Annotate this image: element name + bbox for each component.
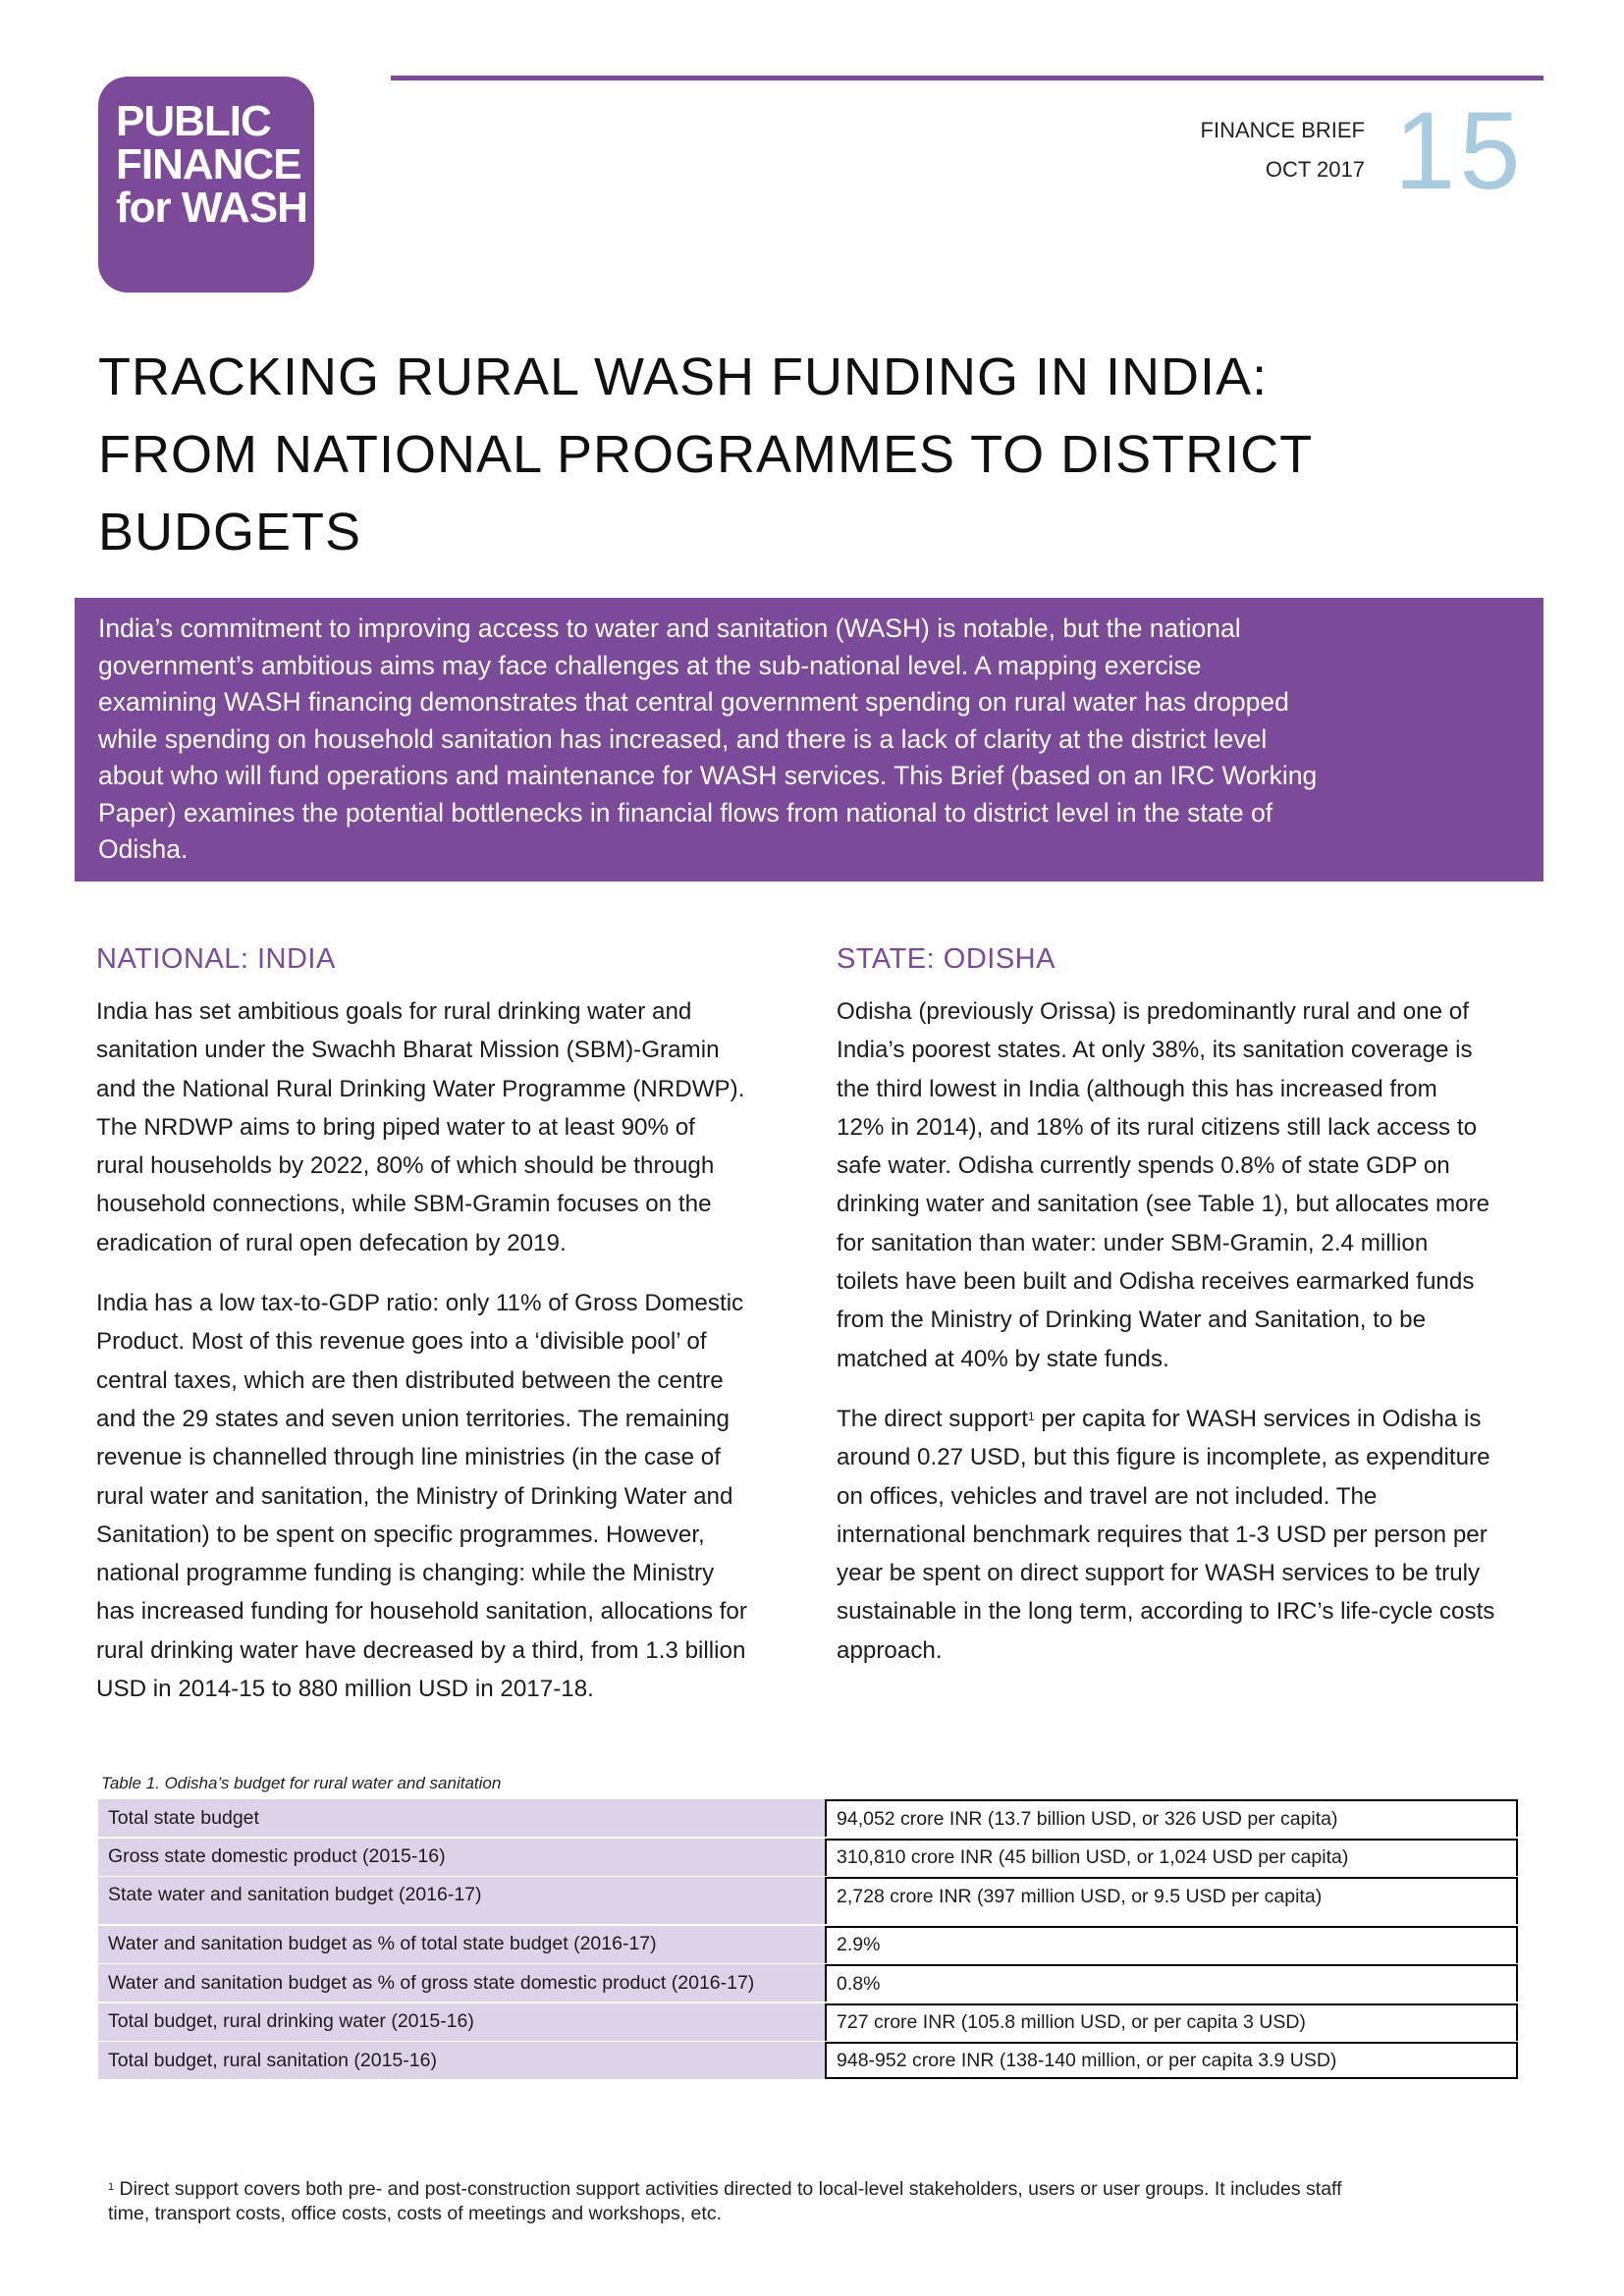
national-section — [96, 942, 803, 1708]
row-label: Gross state domestic product (2015-16) — [98, 1839, 825, 1876]
table-row — [98, 1964, 1518, 2002]
row-value: 727 crore INR (105.8 million USD, or per capita 3 USD) — [825, 2003, 1518, 2041]
brief-series: FINANCE BRIEF — [1200, 118, 1365, 142]
text-line: India’s poorest states. At only 38%, its sanitation coverage is — [837, 1037, 1473, 1064]
text-line: Product. Most of this revenue goes into a ‘divisible pool’ of — [96, 1328, 707, 1356]
public-finance-for-wash-logo — [98, 77, 314, 293]
row-value: 94,052 crore INR (13.7 billion USD, or 326 USD per capita) — [825, 1799, 1518, 1837]
footnote-line: time, transport costs, office costs, costs of meetings and workshops, etc. — [108, 2203, 722, 2224]
state-paragraph-1 — [837, 992, 1543, 1378]
budget-table — [98, 1799, 1518, 2081]
row-value: 2.9% — [825, 1926, 1518, 1963]
row-label: State water and sanitation budget (2016-17) — [98, 1877, 825, 1924]
text-line: approach. — [837, 1636, 943, 1664]
text-line: on offices, vehicles and travel are not included. The — [837, 1482, 1378, 1510]
title-line: BUDGETS — [98, 503, 362, 561]
title-line: TRACKING RURAL WASH FUNDING IN INDIA: — [98, 347, 1269, 406]
text-line: and the National Rural Drinking Water Programme (NRDWP). — [96, 1075, 745, 1102]
table-row — [98, 2003, 1518, 2041]
text-line: rural water and sanitation, the Ministry of Drinking Water and — [96, 1482, 733, 1510]
intro-line: examining WASH financing demonstrates that central government spending on rural water has dropped — [98, 687, 1289, 717]
text-line: rural drinking water have decreased by a third, from 1.3 billion — [96, 1636, 746, 1664]
logo-line-3: for WASH — [116, 184, 307, 232]
national-paragraph-1 — [96, 992, 803, 1262]
page-title — [98, 339, 1473, 571]
intro-line: India’s commitment to improving access to water and sanitation (WASH) is notable, but the national — [98, 614, 1241, 643]
text-line: The NRDWP aims to bring piped water to at least 90% of — [96, 1113, 695, 1141]
top-rule — [391, 76, 1543, 80]
text-line: matched at 40% by state funds. — [837, 1345, 1169, 1372]
text-line: eradication of rural open defecation by 2019. — [96, 1229, 567, 1256]
footnote-ref: 1 — [1027, 1409, 1035, 1423]
text-line: sustainable in the long term, according to IRC’s life-cycle costs — [837, 1598, 1495, 1626]
title-line: FROM NATIONAL PROGRAMMES TO DISTRICT — [98, 425, 1314, 484]
text-line: the third lowest in India (although this has increased from — [837, 1075, 1437, 1102]
intro-line: Odisha. — [98, 834, 189, 864]
table-row — [98, 2042, 1518, 2079]
footnote — [108, 2177, 1507, 2226]
text-line: drinking water and sanitation (see Table 1), but allocates more — [837, 1191, 1490, 1218]
text-line: Odisha (previously Orissa) is predominantly rural and one of — [837, 998, 1469, 1025]
text-line: India has set ambitious goals for rural drinking water and — [96, 998, 692, 1025]
text-line: and the 29 states and seven union territories. The remaining — [96, 1405, 730, 1432]
table-row — [98, 1877, 1518, 1924]
text-line: year be spent on direct support for WASH services to be truly — [837, 1560, 1481, 1587]
intro-line: while spending on household sanitation has increased, and there is a lack of clarity at the district level — [98, 723, 1268, 754]
text-segment: The direct support — [837, 1405, 1028, 1432]
row-value: 0.8% — [825, 1964, 1518, 2002]
logo-line-1: PUBLIC — [116, 97, 271, 145]
state-section — [837, 942, 1543, 1670]
brief-meta — [1149, 111, 1365, 189]
row-label: Total state budget — [98, 1799, 825, 1837]
text-line: from the Ministry of Drinking Water and Sanitation, to be — [837, 1307, 1427, 1334]
intro-line: Paper) examines the potential bottlenecks in financial flows from national to district level in the state of — [98, 797, 1273, 828]
text-line: toilets have been built and Odisha receives earmarked funds — [837, 1268, 1475, 1296]
row-label: Total budget, rural sanitation (2015-16) — [98, 2042, 825, 2079]
row-label: Water and sanitation budget as % of gross state domestic product (2016-17) — [98, 1964, 825, 2002]
footnote-marker: 1 — [108, 2181, 115, 2193]
table-row — [98, 1926, 1518, 1963]
national-heading: NATIONAL: INDIA — [96, 943, 336, 975]
text-line: safe water. Odisha currently spends 0.8% of state GDP on — [837, 1152, 1450, 1180]
text-line: central taxes, which are then distributed between the centre — [96, 1366, 724, 1394]
text-line: for sanitation than water: under SBM-Gramin, 2.4 million — [837, 1229, 1429, 1256]
text-line: international benchmark requires that 1-3 USD per person per — [837, 1521, 1488, 1548]
table-row — [98, 1839, 1518, 1876]
intro-line: about who will fund operations and maintenance for WASH services. This Brief (based on an IRC Working — [98, 761, 1318, 790]
logo-line-2: FINANCE — [116, 140, 301, 188]
text-line: Sanitation) to be spent on specific programmes. However, — [96, 1521, 705, 1548]
text-line: sanitation under the Swachh Bharat Mission (SBM)-Gramin — [96, 1037, 720, 1064]
text-line: India has a low tax-to-GDP ratio: only 11% of Gross Domestic — [96, 1290, 744, 1317]
brief-date: OCT 2017 — [1265, 157, 1365, 182]
text-line: USD in 2014-15 to 880 million USD in 2017-18. — [96, 1676, 594, 1703]
text-line: 12% in 2014), and 18% of its rural citizens still lack access to — [837, 1113, 1478, 1141]
text-line — [837, 1400, 1543, 1438]
row-label: Total budget, rural drinking water (2015-16) — [98, 2003, 825, 2041]
state-paragraph-2 — [837, 1400, 1543, 1670]
text-line: revenue is channelled through line ministries (in the case of — [96, 1444, 721, 1471]
national-paragraph-2 — [96, 1284, 803, 1708]
text-line: national programme funding is changing: while the Ministry — [96, 1560, 715, 1587]
state-heading: STATE: ODISHA — [837, 943, 1056, 975]
text-line: has increased funding for household sanitation, allocations for — [96, 1598, 747, 1626]
footnote-line — [108, 2177, 1507, 2202]
table-caption: Table 1. Odisha’s budget for rural water and sanitation — [101, 1774, 502, 1792]
footnote-text: Direct support covers both pre- and post-construction support activities directed to local-level stakeholders, users or user groups. It includes staff — [119, 2178, 1342, 2200]
row-label: Water and sanitation budget as % of total state budget (2016-17) — [98, 1926, 825, 1963]
row-value: 310,810 crore INR (45 billion USD, or 1,024 USD per capita) — [825, 1839, 1518, 1876]
row-value: 2,728 crore INR (397 million USD, or 9.5 USD per capita) — [825, 1877, 1518, 1924]
text-line: household connections, while SBM-Gramin focuses on the — [96, 1191, 712, 1218]
intro-line: government’s ambitious aims may face challenges at the sub-national level. A mapping exercise — [98, 650, 1202, 680]
table-row — [98, 1799, 1518, 1837]
intro-summary — [75, 598, 1543, 881]
text-line: rural households by 2022, 80% of which should be through — [96, 1152, 715, 1180]
text-line: around 0.27 USD, but this figure is incomplete, as expenditure — [837, 1444, 1490, 1471]
brief-number: 15 — [1394, 89, 1525, 212]
row-value: 948-952 crore INR (138-140 million, or per capita 3.9 USD) — [825, 2042, 1518, 2079]
text-segment: per capita for WASH services in Odisha is — [1034, 1405, 1482, 1432]
